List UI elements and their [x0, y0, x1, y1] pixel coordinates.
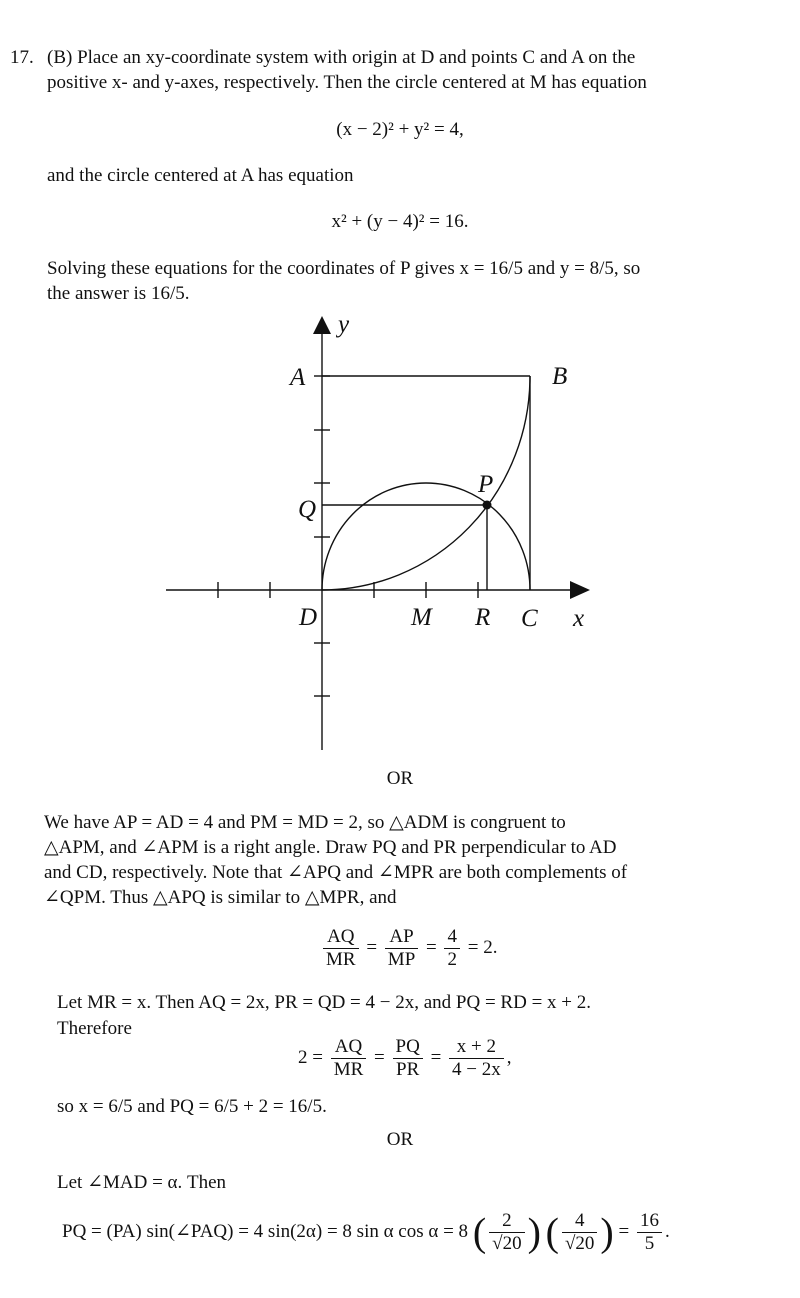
label-q: Q: [298, 496, 317, 523]
fraction: $\frac{AQ}{MR}$: [331, 1036, 367, 1081]
label-r: R: [475, 604, 491, 631]
para3-line1: Solving these equations for the coordinates of P gives x = 16/5 and y = 8/5, so: [47, 258, 641, 279]
para5-line2: Therefore: [57, 1018, 132, 1039]
para1-line2: positive x- and y-axes, respectively. Then the circle centered at M has equation: [47, 72, 647, 93]
semicircle-centered-m: [322, 483, 530, 590]
para4-line1: We have AP = AD = 4 and PM = MD = 2, so △ADM is congruent to: [44, 812, 566, 833]
label-b: B: [552, 363, 568, 390]
label-d: D: [299, 604, 318, 631]
fraction: $\frac{2}{√20}$: [489, 1210, 524, 1255]
axis-label-x: x: [573, 605, 585, 632]
label-p: P: [478, 471, 494, 498]
or-separator-1: OR: [386, 768, 414, 789]
text-circle-a: and the circle centered at A has equation: [47, 165, 354, 186]
equation-similarity: $\frac{AQ}{MR}$ = $\frac{AP}{MP}$ = $\frac{4}{2}$ = 2.: [320, 926, 497, 971]
fraction: $\frac{4}{√20}$: [562, 1210, 597, 1255]
fraction: $\frac{PQ}{PR}$: [393, 1036, 423, 1081]
fraction: $\frac{16}{5}$: [637, 1210, 662, 1255]
para3-line2: the answer is 16/5.: [47, 283, 190, 304]
label-c: C: [521, 605, 538, 632]
problem-number: 17.: [10, 47, 34, 68]
text-let-alpha: Let ∠MAD = α. Then: [57, 1172, 227, 1193]
para4-line2: △APM, and ∠APM is a right angle. Draw PQ and PR perpendicular to AD: [44, 837, 617, 858]
geometry-figure: [0, 310, 800, 760]
equation-trig: PQ = (PA) sin(∠PAQ) = 4 sin(2α) = 8 sin α cos α = 8 ( $\frac{2}{√20}$ ) ( $\frac{4}{√20}$ ) = $\frac{16}{5}$ .: [62, 1209, 670, 1255]
para4-line4: ∠QPM. Thus △APQ is similar to △MPR, and: [44, 887, 397, 908]
fraction: $\frac{AP}{MP}$: [385, 926, 418, 971]
point-p-dot: [483, 501, 492, 510]
para4-line3: and CD, respectively. Note that ∠APQ and ∠MPR are both complements of: [44, 862, 628, 883]
or-separator-2: OR: [386, 1129, 414, 1150]
fraction: $\frac{4}{2}$: [444, 926, 460, 971]
label-m: M: [411, 604, 432, 631]
fraction: $\frac{x + 2}{4 - 2x}$: [449, 1036, 504, 1081]
para5-line1: Let MR = x. Then AQ = 2x, PR = QD = 4 − 2x, and PQ = RD = x + 2.: [57, 992, 591, 1013]
equation-circle-a: x² + (y − 4)² = 16.: [331, 211, 469, 232]
axis-label-y: y: [338, 311, 350, 338]
equation-ratio: 2 = $\frac{AQ}{MR}$ = $\frac{PQ}{PR}$ = $\frac{x + 2}{4 - 2x}$ ,: [298, 1036, 512, 1080]
equation-circle-m: (x − 2)² + y² = 4,: [336, 119, 464, 140]
para1-line1: (B) Place an xy-coordinate system with origin at D and points C and A on the: [47, 47, 636, 68]
label-a: A: [290, 364, 306, 391]
y-axis-arrow: [313, 316, 331, 334]
fraction: $\frac{AQ}{MR}$: [323, 926, 359, 971]
x-axis-arrow: [570, 581, 590, 599]
text-solution: so x = 6/5 and PQ = 6/5 + 2 = 16/5.: [57, 1096, 327, 1117]
